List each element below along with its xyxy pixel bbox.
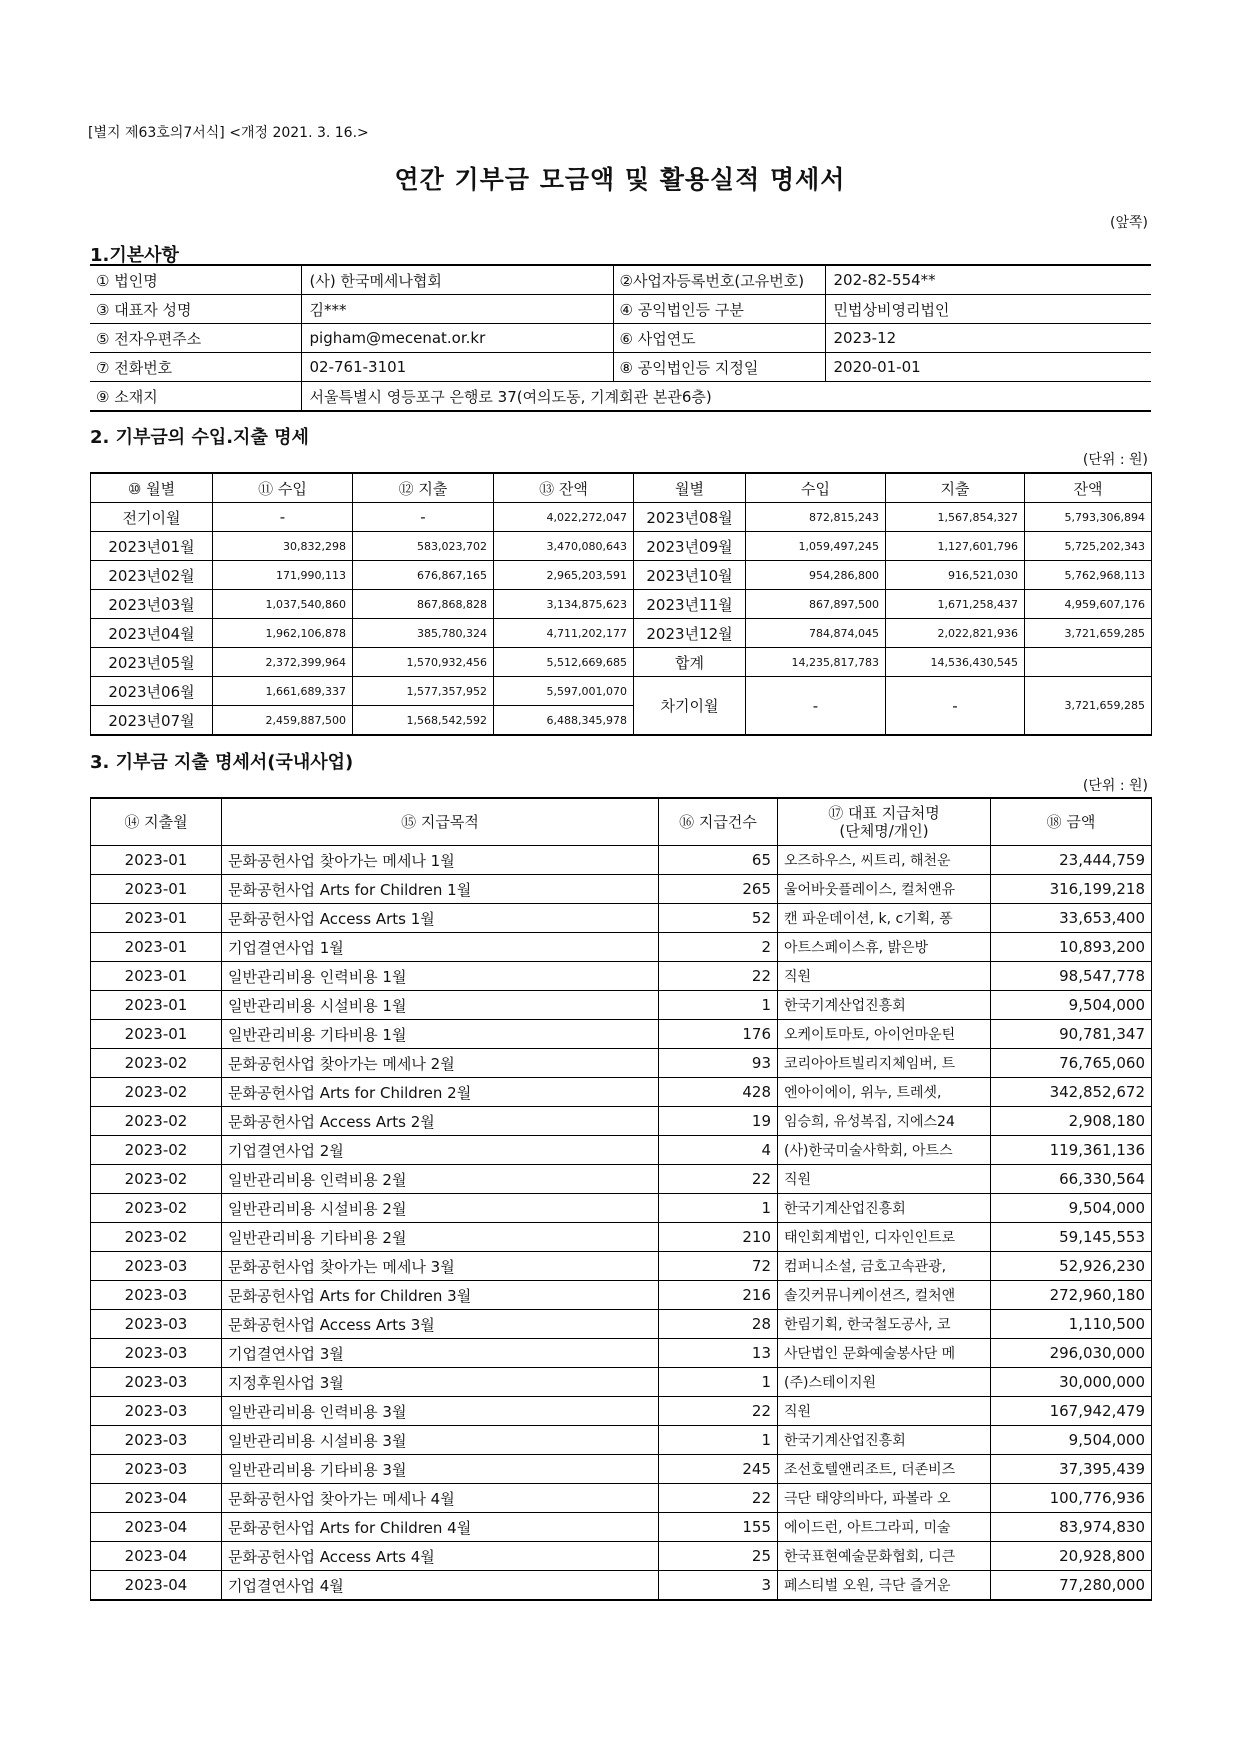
- expense-amount: 83,974,830: [991, 1513, 1152, 1542]
- expense-payee: (사)한국미술사학회, 아트스: [778, 1136, 991, 1165]
- header-amount: ⑱ 금액: [991, 798, 1152, 846]
- finance-income: 1,037,540,860: [213, 590, 353, 619]
- finance-expense: 1,567,854,327: [886, 503, 1025, 532]
- expense-purpose: 기업결연사업 4월: [222, 1571, 659, 1601]
- expense-purpose: 문화공헌사업 찾아가는 메세나 2월: [222, 1049, 659, 1078]
- expense-payee: 아트스페이스휴, 밝은방: [778, 933, 991, 962]
- expense-payee: 직원: [778, 962, 991, 991]
- finance-expense: 385,780,324: [353, 619, 494, 648]
- expense-payee: 컴퍼니소설, 금호고속관광,: [778, 1252, 991, 1281]
- finance-income: 1,059,497,245: [746, 532, 886, 561]
- finance-balance: 5,597,001,070: [494, 677, 634, 706]
- expense-payee: 울어바웃플레이스, 컬처앤유: [778, 875, 991, 904]
- expense-row: [91, 1223, 1152, 1252]
- finance-income: 171,990,113: [213, 561, 353, 590]
- expense-payee: 한국기계산업진흥회: [778, 1426, 991, 1455]
- expense-header-row: [91, 798, 1152, 846]
- expense-payee: 한국표현예술문화협회, 디큰: [778, 1542, 991, 1571]
- expense-count: 28: [659, 1310, 778, 1339]
- finance-expense: 1,671,258,437: [886, 590, 1025, 619]
- basic-label: ②사업자등록번호(고유번호): [613, 265, 825, 295]
- finance-header-cell: 월별: [634, 473, 746, 503]
- expense-purpose: 문화공헌사업 찾아가는 메세나 1월: [222, 846, 659, 875]
- expense-count: 52: [659, 904, 778, 933]
- basic-value: 2023-12: [825, 324, 1151, 353]
- expense-month: 2023-02: [91, 1165, 222, 1194]
- basic-label: ③ 대표자 성명: [90, 295, 301, 324]
- expense-payee: 한국기계산업진흥회: [778, 991, 991, 1020]
- expense-purpose: 문화공헌사업 Access Arts 3월: [222, 1310, 659, 1339]
- carry-expense: -: [886, 677, 1025, 736]
- basic-value: 2020-01-01: [825, 353, 1151, 382]
- finance-balance: 6,488,345,978: [494, 706, 634, 736]
- expense-month: 2023-03: [91, 1281, 222, 1310]
- expense-count: 22: [659, 1397, 778, 1426]
- finance-income: 954,286,800: [746, 561, 886, 590]
- finance-balance: 3,721,659,285: [1025, 619, 1152, 648]
- expense-purpose: 문화공헌사업 Access Arts 2월: [222, 1107, 659, 1136]
- expense-row: [91, 1049, 1152, 1078]
- finance-month: 2023년12월: [634, 619, 746, 648]
- document-title: 연간 기부금 모금액 및 활용실적 명세서: [394, 165, 846, 194]
- expense-amount: 59,145,553: [991, 1223, 1152, 1252]
- expense-purpose: 문화공헌사업 찾아가는 메세나 3월: [222, 1252, 659, 1281]
- finance-expense: 1,577,357,952: [353, 677, 494, 706]
- expense-count: 93: [659, 1049, 778, 1078]
- expense-month: 2023-04: [91, 1571, 222, 1601]
- header-purpose: ⑮ 지급목적: [222, 798, 659, 846]
- finance-expense: -: [353, 503, 494, 532]
- finance-balance: [1025, 648, 1152, 677]
- expense-month: 2023-01: [91, 904, 222, 933]
- expense-row: [91, 962, 1152, 991]
- finance-header-cell: ⑪ 수입: [213, 473, 353, 503]
- section-basic-title: 1.기본사항: [90, 245, 179, 266]
- expense-purpose: 일반관리비용 시설비용 1월: [222, 991, 659, 1020]
- header-count: ⑯ 지급건수: [659, 798, 778, 846]
- expense-count: 245: [659, 1455, 778, 1484]
- form-label: [별지 제63호의7서식] <개정 2021. 3. 16.>: [88, 125, 369, 141]
- expense-purpose: 일반관리비용 기타비용 2월: [222, 1223, 659, 1252]
- expense-row: [91, 1165, 1152, 1194]
- expense-purpose: 문화공헌사업 Arts for Children 1월: [222, 875, 659, 904]
- finance-income: 867,897,500: [746, 590, 886, 619]
- expense-month: 2023-03: [91, 1339, 222, 1368]
- section-finance-title: 2. 기부금의 수입.지출 명세: [90, 427, 309, 448]
- expense-count: 4: [659, 1136, 778, 1165]
- expense-amount: 296,030,000: [991, 1339, 1152, 1368]
- expense-count: 2: [659, 933, 778, 962]
- finance-expense: 1,127,601,796: [886, 532, 1025, 561]
- basic-label: ⑦ 전화번호: [90, 353, 301, 382]
- basic-label: ⑤ 전자우편주소: [90, 324, 301, 353]
- expense-row: [91, 1252, 1152, 1281]
- expense-month: 2023-02: [91, 1136, 222, 1165]
- finance-balance: 3,470,080,643: [494, 532, 634, 561]
- expense-count: 22: [659, 962, 778, 991]
- expense-amount: 33,653,400: [991, 904, 1152, 933]
- address-value: 서울특별시 영등포구 은행로 37(여의도동, 기계회관 본관6층): [301, 382, 1151, 412]
- expense-row: [91, 1281, 1152, 1310]
- finance-expense: 1,568,542,592: [353, 706, 494, 736]
- expense-row: [91, 1513, 1152, 1542]
- address-label: ⑨ 소재지: [90, 382, 301, 412]
- expense-amount: 52,926,230: [991, 1252, 1152, 1281]
- expense-amount: 272,960,180: [991, 1281, 1152, 1310]
- expense-month: 2023-03: [91, 1397, 222, 1426]
- expense-count: 210: [659, 1223, 778, 1252]
- expense-row: [91, 1484, 1152, 1513]
- expense-count: 13: [659, 1339, 778, 1368]
- expense-amount: 77,280,000: [991, 1571, 1152, 1601]
- expense-amount: 9,504,000: [991, 1194, 1152, 1223]
- expense-row: [91, 1107, 1152, 1136]
- finance-income: 1,661,689,337: [213, 677, 353, 706]
- finance-income: -: [213, 503, 353, 532]
- expense-amount: 20,928,800: [991, 1542, 1152, 1571]
- expense-month: 2023-04: [91, 1513, 222, 1542]
- expense-purpose: 문화공헌사업 Arts for Children 3월: [222, 1281, 659, 1310]
- finance-header-cell: ⑬ 잔액: [494, 473, 634, 503]
- expense-row: [91, 1397, 1152, 1426]
- expense-amount: 1,110,500: [991, 1310, 1152, 1339]
- expense-month: 2023-03: [91, 1455, 222, 1484]
- expense-payee: 엔아이에이, 위누, 트레셋,: [778, 1078, 991, 1107]
- basic-row: [90, 295, 1151, 324]
- finance-expense: 676,867,165: [353, 561, 494, 590]
- expense-count: 72: [659, 1252, 778, 1281]
- expense-month: 2023-02: [91, 1107, 222, 1136]
- expense-row: [91, 1078, 1152, 1107]
- expense-row: [91, 1571, 1152, 1601]
- finance-income: 784,874,045: [746, 619, 886, 648]
- expense-count: 1: [659, 1368, 778, 1397]
- basic-value: 김***: [301, 295, 613, 324]
- expense-row: [91, 991, 1152, 1020]
- finance-income: 30,832,298: [213, 532, 353, 561]
- expense-purpose: 일반관리비용 시설비용 3월: [222, 1426, 659, 1455]
- finance-month: 2023년09월: [634, 532, 746, 561]
- finance-balance: 5,512,669,685: [494, 648, 634, 677]
- expense-amount: 30,000,000: [991, 1368, 1152, 1397]
- expense-count: 1: [659, 1194, 778, 1223]
- finance-income: 872,815,243: [746, 503, 886, 532]
- finance-month: 2023년03월: [91, 590, 213, 619]
- basic-label: ① 법인명: [90, 265, 301, 295]
- expense-amount: 66,330,564: [991, 1165, 1152, 1194]
- expense-purpose: 지정후원사업 3월: [222, 1368, 659, 1397]
- basic-label: ⑧ 공익법인등 지정일: [613, 353, 825, 382]
- expense-payee: 페스티벌 오원, 극단 즐거운: [778, 1571, 991, 1601]
- finance-income: 2,372,399,964: [213, 648, 353, 677]
- basic-address-row: [90, 382, 1151, 412]
- expense-month: 2023-03: [91, 1310, 222, 1339]
- expense-purpose: 문화공헌사업 찾아가는 메세나 4월: [222, 1484, 659, 1513]
- expense-count: 1: [659, 1426, 778, 1455]
- expense-purpose: 일반관리비용 인력비용 2월: [222, 1165, 659, 1194]
- expense-month: 2023-02: [91, 1194, 222, 1223]
- expense-payee: 태인회계법인, 디자인인트로: [778, 1223, 991, 1252]
- expense-payee: 사단법인 문화예술봉사단 메: [778, 1339, 991, 1368]
- header-month: ⑭ 지출월: [91, 798, 222, 846]
- basic-value: 202-82-554**: [825, 265, 1151, 295]
- finance-expense: 916,521,030: [886, 561, 1025, 590]
- expense-month: 2023-01: [91, 991, 222, 1020]
- finance-month: 2023년06월: [91, 677, 213, 706]
- finance-month: 2023년08월: [634, 503, 746, 532]
- basic-value: (사) 한국메세나협회: [301, 265, 613, 295]
- finance-header-cell: ⑫ 지출: [353, 473, 494, 503]
- expense-table: [90, 797, 1152, 1601]
- expense-payee: 오케이토마토, 아이언마운틴: [778, 1020, 991, 1049]
- expense-count: 216: [659, 1281, 778, 1310]
- page-side-label: (앞쪽): [1110, 215, 1148, 231]
- finance-header-row: [91, 473, 1152, 503]
- basic-row: [90, 265, 1151, 295]
- finance-header-cell: 지출: [886, 473, 1025, 503]
- header-payee-line1: ⑰ 대표 지급처명: [828, 804, 940, 822]
- expense-count: 25: [659, 1542, 778, 1571]
- finance-row: [91, 619, 1152, 648]
- basic-row: [90, 324, 1151, 353]
- expense-count: 155: [659, 1513, 778, 1542]
- finance-header-cell: ⑩ 월별: [91, 473, 213, 503]
- expense-purpose: 문화공헌사업 Arts for Children 4월: [222, 1513, 659, 1542]
- expense-purpose: 문화공헌사업 Arts for Children 2월: [222, 1078, 659, 1107]
- finance-row: [91, 561, 1152, 590]
- expense-amount: 167,942,479: [991, 1397, 1152, 1426]
- finance-balance: 5,793,306,894: [1025, 503, 1152, 532]
- finance-balance: 4,711,202,177: [494, 619, 634, 648]
- expense-count: 265: [659, 875, 778, 904]
- expense-amount: 76,765,060: [991, 1049, 1152, 1078]
- expense-count: 176: [659, 1020, 778, 1049]
- basic-value: pigham@mecenat.or.kr: [301, 324, 613, 353]
- finance-month: 2023년02월: [91, 561, 213, 590]
- expense-month: 2023-04: [91, 1542, 222, 1571]
- expense-amount: 9,504,000: [991, 1426, 1152, 1455]
- expense-row: [91, 1426, 1152, 1455]
- finance-balance: 4,959,607,176: [1025, 590, 1152, 619]
- expense-month: 2023-01: [91, 1020, 222, 1049]
- finance-income: 2,459,887,500: [213, 706, 353, 736]
- expense-amount: 100,776,936: [991, 1484, 1152, 1513]
- expense-amount: 316,199,218: [991, 875, 1152, 904]
- finance-balance: 2,965,203,591: [494, 561, 634, 590]
- expense-month: 2023-03: [91, 1252, 222, 1281]
- finance-row: [91, 503, 1152, 532]
- basic-label: ④ 공익법인등 구분: [613, 295, 825, 324]
- finance-expense: 867,868,828: [353, 590, 494, 619]
- expense-payee: 극단 태양의바다, 파볼라 오: [778, 1484, 991, 1513]
- expense-payee: 캔 파운데이션, k, c기획, 퐁: [778, 904, 991, 933]
- carry-month: 차기이월: [634, 677, 746, 736]
- finance-income: 1,962,106,878: [213, 619, 353, 648]
- finance-row: [91, 532, 1152, 561]
- finance-income: 14,235,817,783: [746, 648, 886, 677]
- carry-balance: 3,721,659,285: [1025, 677, 1152, 736]
- expense-purpose: 일반관리비용 인력비용 3월: [222, 1397, 659, 1426]
- basic-row: [90, 353, 1151, 382]
- expense-amount: 10,893,200: [991, 933, 1152, 962]
- expense-row: [91, 1339, 1152, 1368]
- expense-month: 2023-03: [91, 1426, 222, 1455]
- expense-row: [91, 875, 1152, 904]
- expense-month: 2023-02: [91, 1078, 222, 1107]
- finance-unit-label: (단위 : 원): [1082, 452, 1148, 468]
- expense-purpose: 기업결연사업 1월: [222, 933, 659, 962]
- expense-purpose: 일반관리비용 기타비용 1월: [222, 1020, 659, 1049]
- finance-balance: 5,762,968,113: [1025, 561, 1152, 590]
- expense-amount: 119,361,136: [991, 1136, 1152, 1165]
- expense-payee: 임승희, 유성복집, 지에스24: [778, 1107, 991, 1136]
- basic-label: ⑥ 사업연도: [613, 324, 825, 353]
- expense-month: 2023-03: [91, 1368, 222, 1397]
- expense-row: [91, 1310, 1152, 1339]
- finance-table: [90, 472, 1152, 736]
- expense-month: 2023-01: [91, 846, 222, 875]
- expense-amount: 342,852,672: [991, 1078, 1152, 1107]
- expense-count: 19: [659, 1107, 778, 1136]
- finance-month: 2023년01월: [91, 532, 213, 561]
- expense-row: [91, 1455, 1152, 1484]
- expense-amount: 37,395,439: [991, 1455, 1152, 1484]
- expense-unit-label: (단위 : 원): [1082, 778, 1148, 794]
- expense-month: 2023-02: [91, 1223, 222, 1252]
- expense-purpose: 일반관리비용 인력비용 1월: [222, 962, 659, 991]
- finance-header-cell: 수입: [746, 473, 886, 503]
- finance-balance: 5,725,202,343: [1025, 532, 1152, 561]
- finance-row: [91, 677, 1152, 706]
- finance-expense: 14,536,430,545: [886, 648, 1025, 677]
- finance-month: 2023년10월: [634, 561, 746, 590]
- finance-header-cell: 잔액: [1025, 473, 1152, 503]
- expense-count: 1: [659, 991, 778, 1020]
- expense-purpose: 기업결연사업 2월: [222, 1136, 659, 1165]
- expense-payee: 직원: [778, 1397, 991, 1426]
- expense-payee: 에이드런, 아트그라피, 미술: [778, 1513, 991, 1542]
- expense-amount: 90,781,347: [991, 1020, 1152, 1049]
- expense-month: 2023-01: [91, 933, 222, 962]
- expense-count: 428: [659, 1078, 778, 1107]
- expense-purpose: 기업결연사업 3월: [222, 1339, 659, 1368]
- finance-month: 2023년11월: [634, 590, 746, 619]
- carry-income: -: [746, 677, 886, 736]
- finance-balance: 3,134,875,623: [494, 590, 634, 619]
- basic-value: 02-761-3101: [301, 353, 613, 382]
- expense-row: [91, 1136, 1152, 1165]
- expense-count: 22: [659, 1165, 778, 1194]
- expense-row: [91, 933, 1152, 962]
- expense-row: [91, 1542, 1152, 1571]
- finance-row: [91, 648, 1152, 677]
- expense-count: 65: [659, 846, 778, 875]
- expense-month: 2023-01: [91, 962, 222, 991]
- expense-payee: 솔깃커뮤니케이션즈, 컬처앤: [778, 1281, 991, 1310]
- expense-month: 2023-04: [91, 1484, 222, 1513]
- expense-row: [91, 904, 1152, 933]
- expense-payee: 한림기획, 한국철도공사, 코: [778, 1310, 991, 1339]
- finance-month: 2023년05월: [91, 648, 213, 677]
- finance-expense: 1,570,932,456: [353, 648, 494, 677]
- expense-row: [91, 1020, 1152, 1049]
- expense-amount: 2,908,180: [991, 1107, 1152, 1136]
- header-payee-line2: (단체명/개인): [839, 822, 929, 840]
- expense-month: 2023-02: [91, 1049, 222, 1078]
- header-payee: [778, 798, 991, 846]
- expense-purpose: 일반관리비용 시설비용 2월: [222, 1194, 659, 1223]
- finance-expense: 2,022,821,936: [886, 619, 1025, 648]
- expense-payee: 한국기계산업진흥회: [778, 1194, 991, 1223]
- finance-row: [91, 590, 1152, 619]
- expense-purpose: 문화공헌사업 Access Arts 1월: [222, 904, 659, 933]
- finance-month: 2023년07월: [91, 706, 213, 736]
- expense-amount: 98,547,778: [991, 962, 1152, 991]
- expense-purpose: 일반관리비용 기타비용 3월: [222, 1455, 659, 1484]
- expense-amount: 23,444,759: [991, 846, 1152, 875]
- finance-month: 합계: [634, 648, 746, 677]
- finance-balance: 4,022,272,047: [494, 503, 634, 532]
- expense-payee: 코리아아트빌리지체임버, 트: [778, 1049, 991, 1078]
- basic-info-table: [90, 264, 1151, 412]
- expense-payee: (주)스테이지원: [778, 1368, 991, 1397]
- expense-month: 2023-01: [91, 875, 222, 904]
- expense-purpose: 문화공헌사업 Access Arts 4월: [222, 1542, 659, 1571]
- finance-month: 2023년04월: [91, 619, 213, 648]
- basic-value: 민법상비영리법인: [825, 295, 1151, 324]
- expense-amount: 9,504,000: [991, 991, 1152, 1020]
- expense-count: 22: [659, 1484, 778, 1513]
- expense-payee: 오즈하우스, 씨트리, 해천운: [778, 846, 991, 875]
- expense-row: [91, 1194, 1152, 1223]
- expense-payee: 조선호텔앤리조트, 더존비즈: [778, 1455, 991, 1484]
- finance-expense: 583,023,702: [353, 532, 494, 561]
- expense-row: [91, 846, 1152, 875]
- finance-month: 전기이월: [91, 503, 213, 532]
- expense-payee: 직원: [778, 1165, 991, 1194]
- expense-row: [91, 1368, 1152, 1397]
- section-expense-title: 3. 기부금 지출 명세서(국내사업): [90, 752, 354, 773]
- expense-count: 3: [659, 1571, 778, 1601]
